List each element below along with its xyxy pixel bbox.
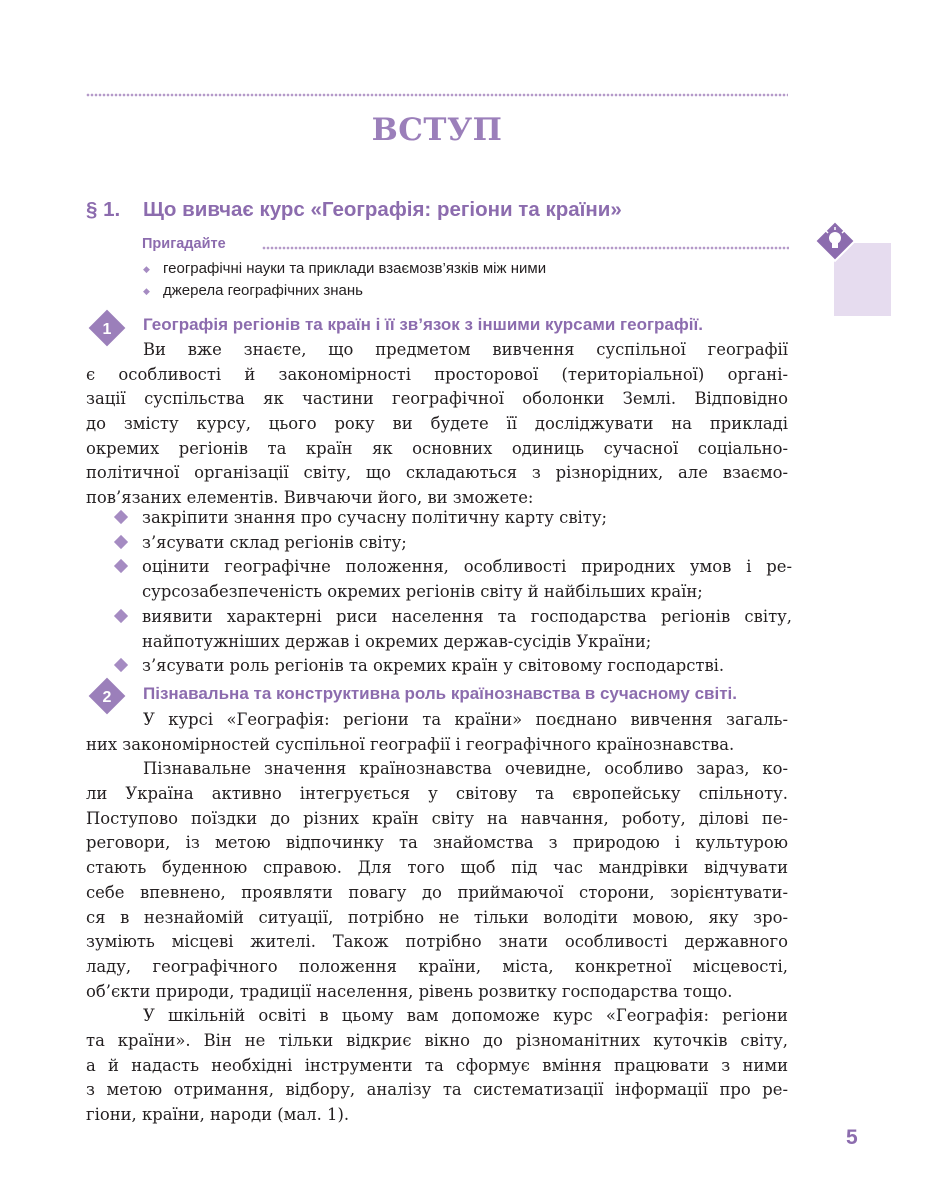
recall-item: ◆ джерела географічних знань [142, 280, 546, 302]
diamond-bullet-icon [114, 535, 128, 549]
text-line: ли Україна активно інтегрується у світову та європейську спільноту. [86, 784, 788, 804]
diamond-bullet-icon [114, 510, 128, 524]
text-line: себе впевнено, проявляти повагу до приймаючої сторони, зорієнтувати- [86, 882, 788, 902]
text-line: окремих регіонів та країн як основних одиниць сучасної соціально- [86, 438, 788, 458]
text-line: стають буденною справою. Для того щоб під час мандрівки відчувати [86, 858, 788, 878]
chapter-title: ВСТУП [371, 112, 503, 148]
diamond-bullet-icon: ◆ [143, 286, 150, 296]
recall-title: Пригадайте [142, 236, 226, 252]
text-line: реговори, із метою відпочинку та знайомства з природою і культурою [86, 833, 788, 853]
topic-2-paragraphs [86, 708, 788, 1128]
text-line: зації суспільства як частини географічної оболонки Землі. Відповідно [86, 389, 788, 409]
diamond-bullet-icon [114, 609, 128, 623]
page-number: 5 [846, 1126, 858, 1149]
text-line: об’єкти природи, традиції населення, рівень розвитку господарства тощо. [86, 981, 733, 1001]
lightbulb-icon [814, 220, 856, 262]
text-line: Ви вже знаєте, що предметом вивчення суспільної географії [143, 340, 788, 359]
list-item: з’ясувати склад регіонів світу; [112, 531, 792, 556]
list-item: виявити характерні риси населення та господарства регіонів світу, найпотужніших держав і окремих держав-сусідів України; [112, 605, 792, 654]
recall-dotted-rule [262, 245, 789, 251]
text-line: до змісту курсу, цього року ви будете її досліджувати на прикладі [86, 414, 788, 434]
text-line: пов’язаних елементів. Вивчаючи його, ви зможете: [86, 488, 534, 508]
list-item: з’ясувати роль регіонів та окремих країн у світовому господарстві. [112, 654, 792, 679]
text-line: У курсі «Географія: регіони та країни» поєднано вивчення загаль- [143, 710, 788, 729]
text-line: та країни». Він не тільки відкриє вікно до різноманітних куточків світу, [86, 1030, 788, 1050]
recall-item: ◆ географічні науки та приклади взаємозв’язків між ними [142, 258, 546, 280]
text-line: зуміють місцеві жителі. Також потрібно знати особливості державного [86, 932, 788, 952]
topic-1-number: 1 [102, 321, 112, 338]
text-line: них закономірностей суспільної географії і географічного країнознавства. [86, 734, 735, 754]
text-line: ся в незнайомій ситуації, потрібно не тільки володіти мовою, яку зро- [86, 907, 788, 927]
text-line: Пізнавальне значення країнознавства очевидне, особливо зараз, ко- [143, 759, 788, 779]
text-line: з метою отримання, відбору, аналізу та систематизації інформації про ре- [86, 1080, 788, 1100]
text-line: Поступово поїздки до різних країн світу на навчання, роботу, ділові пе- [86, 808, 788, 828]
section-heading [86, 198, 806, 222]
topic-1-bullet-list [112, 506, 792, 679]
diamond-bullet-icon [114, 658, 128, 672]
text-line: є особливості й закономірності просторової (територіальної) органі- [86, 364, 788, 384]
top-dotted-rule [86, 92, 788, 98]
list-item: закріпити знання про сучасну політичну карту світу; [112, 506, 792, 531]
topic-1-title: Географія регіонів та країн і її зв’язок з іншими курсами географії. [143, 315, 703, 334]
diamond-bullet-icon: ◆ [143, 264, 150, 274]
recall-list [142, 258, 546, 302]
topic-2-title: Пізнавальна та конструктивна роль країнознавства в сучасному світі. [143, 684, 737, 703]
list-item: оцінити географічне положення, особливості природних умов і ре- сурсозабезпеченість окремих регіонів світу й найбільших країн; [112, 555, 792, 604]
section-number: § 1. [86, 198, 121, 221]
text-line: У шкільній освіті в цьому вам допоможе курс «Географія: регіони [143, 1006, 788, 1026]
section-title: Що вивчає курс «Географія: регіони та країни» [143, 198, 622, 221]
text-line: політичної організації світу, що складаються з різнорідних, але взаємо- [86, 463, 788, 483]
topic-2-number: 2 [102, 689, 112, 706]
text-line: ладу, географічного положення країни, міста, конкретної місцевості, [86, 956, 788, 976]
topic-1-paragraph [86, 338, 788, 511]
text-line: а й надасть необхідні інструменти та сформує вміння працювати з ними [86, 1055, 788, 1075]
text-line: гіони, країни, народи (мал. 1). [86, 1105, 350, 1124]
diamond-bullet-icon [114, 559, 128, 573]
